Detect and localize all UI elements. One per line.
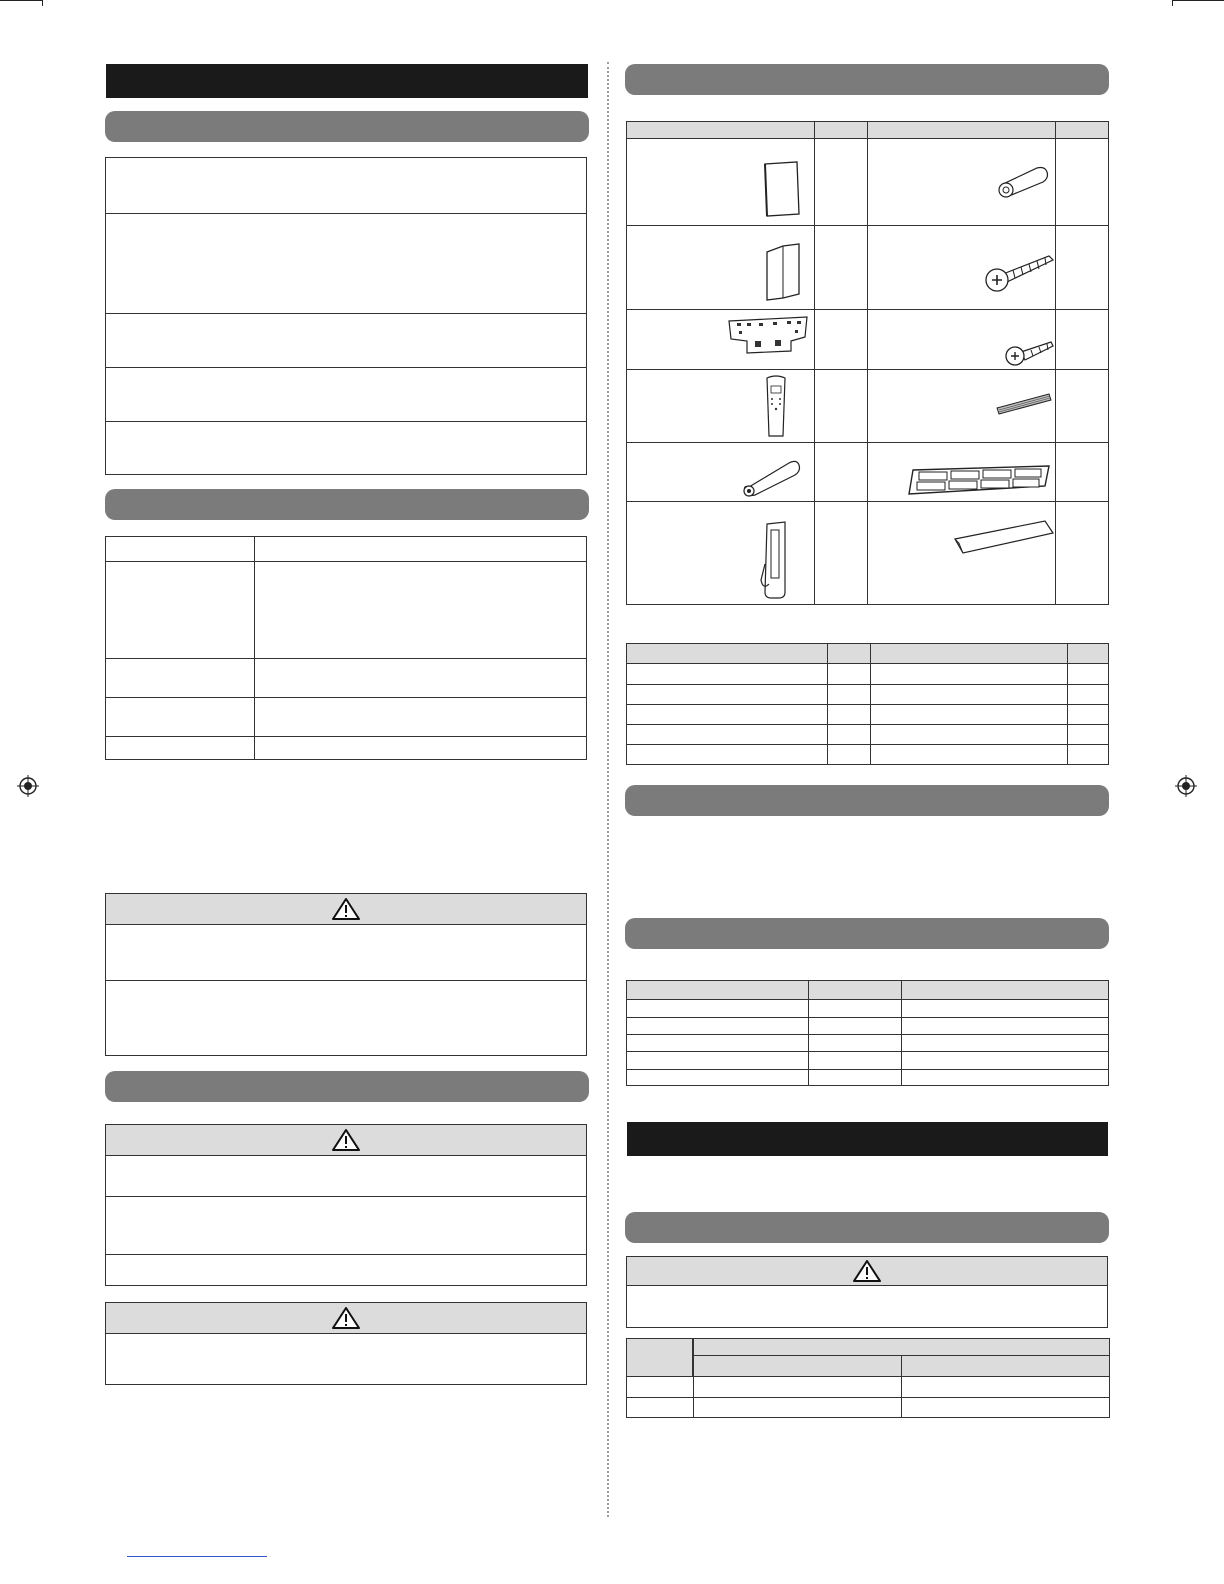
pipe-requirements-table [626,980,1109,1086]
chapter-header-bar [106,64,588,98]
section-header-bar [625,1212,1109,1243]
section-header-bar [105,1071,589,1102]
wall-anchor-illustration [995,164,1051,200]
caution-box [105,1302,587,1385]
air-cleaning-filter-illustration [905,464,1053,498]
wall-mounting-plate-illustration [725,315,811,365]
manual-booklet-illustration [759,160,805,220]
crop-mark [0,0,42,1]
warning-triangle-icon [852,1259,882,1283]
tapping-screw-long-illustration [983,248,1055,294]
warning-box [626,1256,1108,1328]
section-header-bar [625,785,1109,816]
crop-mark [42,0,43,6]
tapping-screw-short-illustration [1003,334,1057,368]
crop-mark [1172,0,1224,1]
warning-box [105,893,587,1056]
registration-mark-icon [1175,775,1197,797]
section-header-bar [625,918,1109,949]
chapter-header-bar [627,1122,1108,1156]
warning-triangle-icon [331,1306,361,1330]
notice-list-box [105,157,587,475]
battery-illustration [739,457,805,497]
insulation-tape-illustration [993,390,1055,416]
section-header-bar [105,111,589,142]
remote-control-holder-illustration [759,520,799,600]
optional-parts-table [626,643,1109,765]
footer-link[interactable] [127,1556,267,1557]
column-divider [607,62,609,1517]
definitions-table [105,536,587,760]
registration-mark-icon [17,775,39,797]
manual-booklet-open-illustration [759,242,805,304]
accessories-table [626,121,1109,605]
warning-box [105,1124,587,1286]
specification-table [626,1338,1110,1418]
remote-control-illustration [763,374,789,440]
crop-mark [1172,0,1173,6]
section-header-bar [105,489,589,520]
warning-triangle-icon [331,1128,361,1152]
warning-triangle-icon [331,897,361,921]
adhesive-label-illustration [949,519,1057,555]
section-header-bar [625,64,1109,95]
